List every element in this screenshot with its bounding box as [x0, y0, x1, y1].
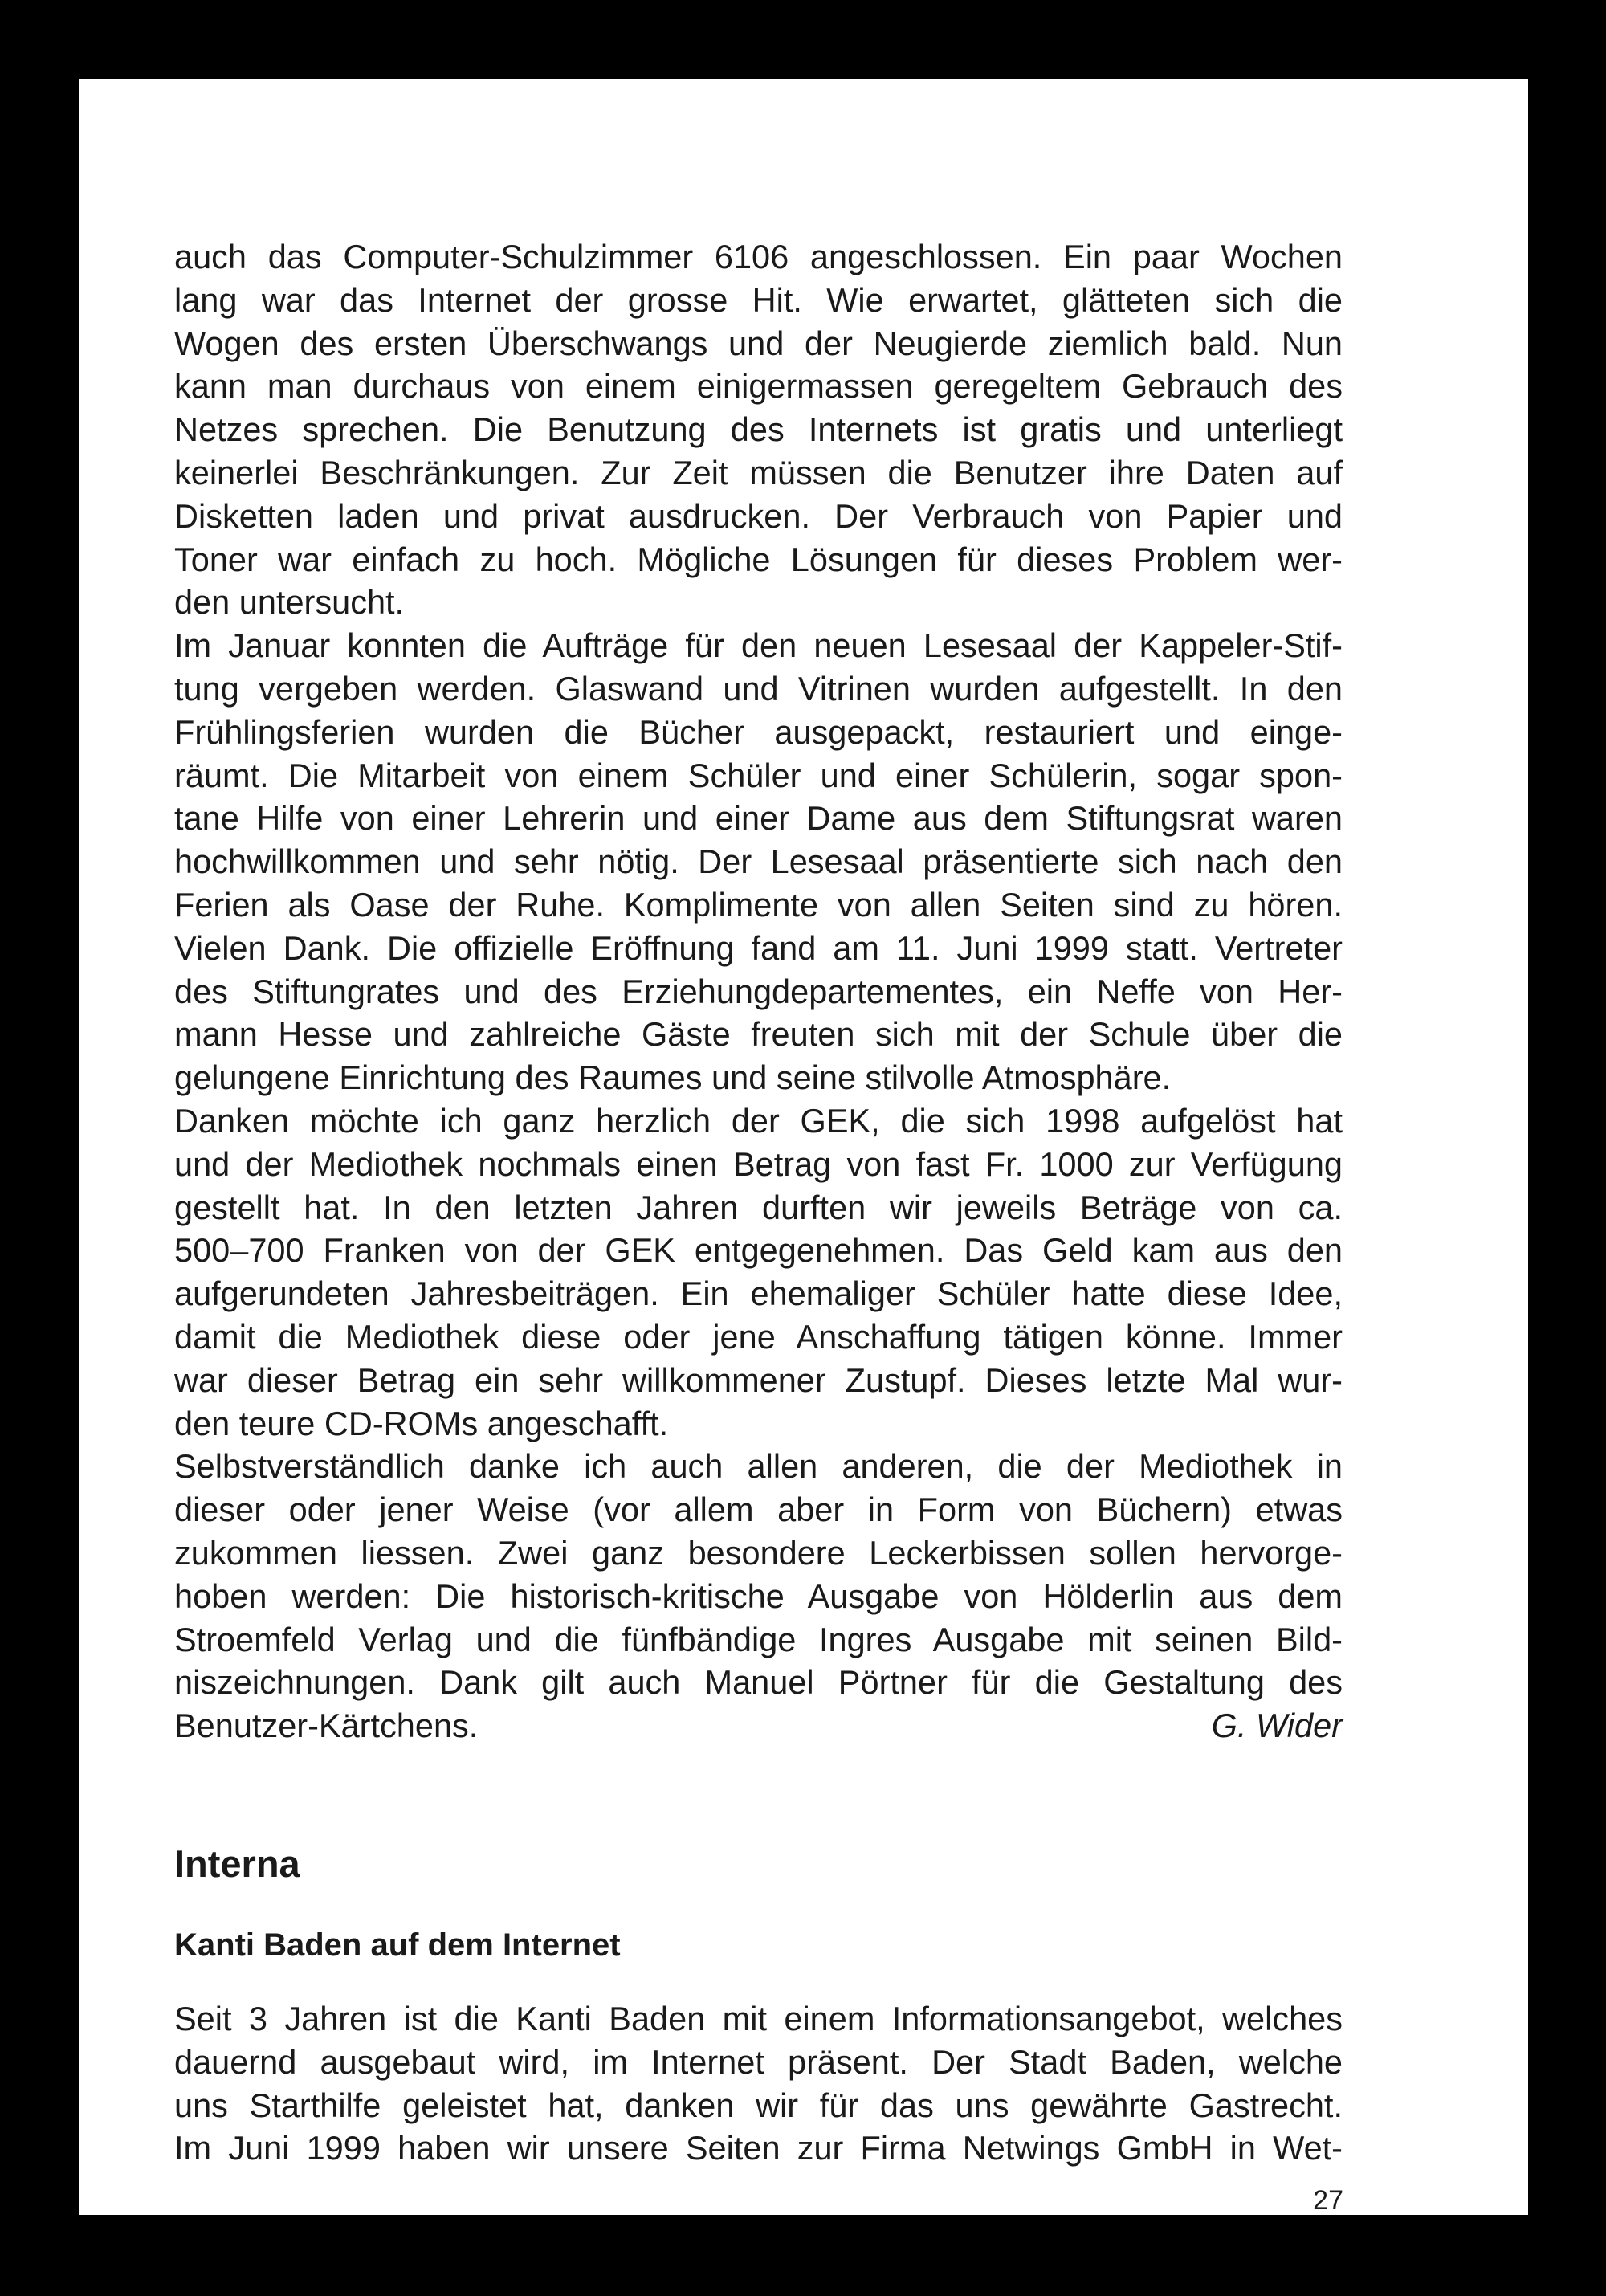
text-line: gestellt hat. In den letzten Jahren durften wir jeweils Beträge von ca.	[174, 1188, 1343, 1226]
text-line: Selbstverständlich danke ich auch allen anderen, die der Mediothek in	[174, 1447, 1343, 1486]
text-line: dauernd ausgebaut wird, im Internet präsent. Der Stadt Baden, welche	[174, 2042, 1343, 2081]
section-heading: Interna	[174, 1842, 300, 1885]
text-line: und der Mediothek nochmals einen Betrag von fast Fr. 1000 zur Verfügung	[174, 1144, 1343, 1183]
document-page	[79, 79, 1528, 2215]
text-line: niszeichnungen. Dank gilt auch Manuel Pörtner für die Gestaltung des	[174, 1663, 1343, 1702]
text-line: mann Hesse und zahlreiche Gäste freuten sich mit der Schule über die	[174, 1015, 1343, 1054]
text-line: dieser oder jener Weise (vor allem aber in Form von Büchern) etwas	[174, 1491, 1343, 1529]
text-line: aufgerundeten Jahresbeiträgen. Ein ehemaliger Schüler hatte diese Idee,	[174, 1274, 1343, 1313]
signoff-line	[174, 1704, 1343, 1747]
text-line: Stroemfeld Verlag und die fünfbändige Ingres Ausgabe mit seinen Bild-	[174, 1620, 1343, 1658]
article-body	[174, 235, 1343, 1747]
text-line: Frühlingsferien wurden die Bücher ausgepackt, restauriert und einge-	[174, 712, 1343, 751]
text-line: zukommen liessen. Zwei ganz besondere Leckerbissen sollen hervorge-	[174, 1533, 1343, 1572]
sub-heading: Kanti Baden auf dem Internet	[174, 1927, 621, 1963]
paragraph-acknowledgements	[174, 1445, 1343, 1747]
text-line: damit die Mediothek diese oder jene Anschaffung tätigen könne. Immer	[174, 1317, 1343, 1356]
text-line: auch das Computer-Schulzimmer 6106 angeschlossen. Ein paar Wochen	[174, 238, 1343, 275]
text-line: Disketten laden und privat ausdrucken. Der Verbrauch von Papier und	[174, 496, 1343, 535]
text-line: des Stiftungrates und des Erziehungdepartementes, ein Neffe von Her-	[174, 972, 1343, 1010]
text-line: den untersucht.	[174, 583, 405, 622]
text-line: Vielen Dank. Die offizielle Eröffnung fand am 11. Juni 1999 statt. Vertreter	[174, 928, 1343, 967]
paragraph-reading-room	[174, 624, 1343, 1099]
paragraph-gek-donation	[174, 1099, 1343, 1445]
text-line: Netzes sprechen. Die Benutzung des Internets ist gratis und unterliegt	[174, 410, 1343, 449]
text-line: Im Juni 1999 haben wir unsere Seiten zur Firma Netwings GmbH in Wet-	[174, 2129, 1343, 2168]
text-line: tung vergeben werden. Glaswand und Vitrinen wurden aufgestellt. In den	[174, 669, 1343, 708]
text-line: Seit 3 Jahren ist die Kanti Baden mit einem Informationsangebot, welches	[174, 2000, 1343, 2037]
text-line: tane Hilfe von einer Lehrerin und einer Dame aus dem Stiftungsrat waren	[174, 799, 1343, 838]
text-line: 500–700 Franken von der GEK entgegenehmen. Das Geld kam aus den	[174, 1231, 1343, 1270]
text-line: Danken möchte ich ganz herzlich der GEK, die sich 1998 aufgelöst hat	[174, 1101, 1343, 1140]
author-signature: G. Wider	[1211, 1707, 1343, 1745]
text-line: Wogen des ersten Überschwangs und der Neugierde ziemlich bald. Nun	[174, 324, 1343, 362]
text-line: uns Starthilfe geleistet hat, danken wir für das uns gewährte Gastrecht.	[174, 2086, 1343, 2124]
text-line: kann man durchaus von einem einigermassen geregeltem Gebrauch des	[174, 367, 1343, 406]
text-line: keinerlei Beschränkungen. Zur Zeit müssen die Benutzer ihre Daten auf	[174, 453, 1343, 491]
text-line: Ferien als Oase der Ruhe. Komplimente von allen Seiten sind zu hören.	[174, 885, 1343, 924]
text-line: Toner war einfach zu hoch. Mögliche Lösungen für dieses Problem wer-	[174, 540, 1343, 578]
text-line: hochwillkommen und sehr nötig. Der Lesesaal präsentierte sich nach den	[174, 842, 1343, 881]
text-line: Benutzer-Kärtchens.	[174, 1707, 479, 1745]
text-line: hoben werden: Die historisch-kritische Ausgabe von Hölderlin aus dem	[174, 1576, 1343, 1615]
text-line: lang war das Internet der grosse Hit. Wie erwartet, glätteten sich die	[174, 280, 1343, 319]
text-line: den teure CD-ROMs angeschafft.	[174, 1404, 669, 1442]
page-number: 27	[1313, 2185, 1343, 2216]
text-line: gelungene Einrichtung des Raumes und seine stilvolle Atmosphäre.	[174, 1058, 1172, 1097]
text-line: räumt. Die Mitarbeit von einem Schüler und einer Schülerin, sogar spon-	[174, 756, 1343, 794]
text-line: Im Januar konnten die Aufträge für den neuen Lesesaal der Kappeler-Stif-	[174, 626, 1343, 665]
text-line: war dieser Betrag ein sehr willkommener Zustupf. Dieses letzte Mal wur-	[174, 1360, 1343, 1399]
paragraph-internet-access	[174, 235, 1343, 624]
paragraph-internet-presence	[174, 1997, 1343, 2170]
